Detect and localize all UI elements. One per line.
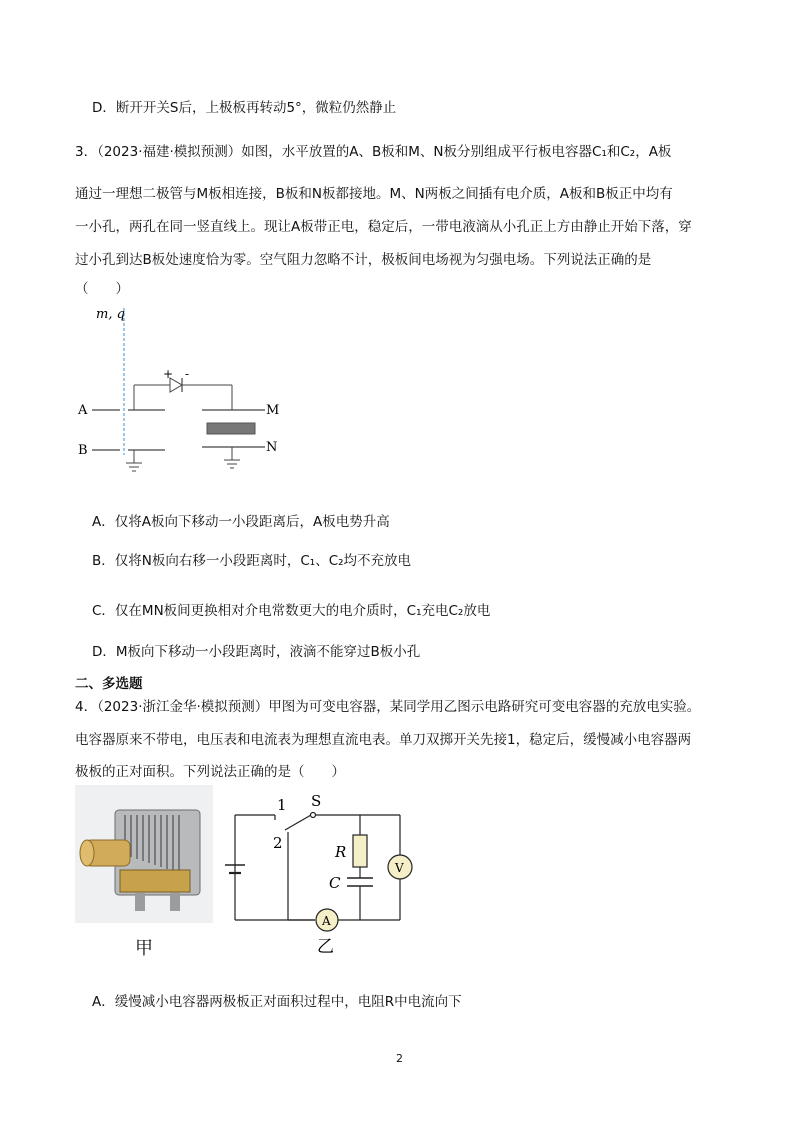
q3-stem-line4: 过小孔到达B板处速度恰为零。空气阻力忽略不计，极板间电场视为匀强电场。下列说法正确的是 — [75, 252, 652, 268]
label-s: S — [311, 792, 322, 810]
ammeter-label: A — [322, 914, 331, 928]
q3-circuit-figure — [70, 300, 300, 480]
q3-stem-line3: 一小孔，两孔在同一竖直线上。现让A板带正电，稳定后，一带电液滴从小孔正上方由静止开始下落，穿 — [75, 219, 692, 235]
label-2: 2 — [273, 834, 283, 852]
q3-option-d: D．M板向下移动一小段距离时，液滴不能穿过B板小孔 — [92, 644, 421, 660]
q3-stem-line2: 通过一理想二极管与M板相连接，B板和N板都接地。M、N两板之间插有电介质，A板和B板正中均有 — [75, 186, 673, 202]
resistor-r — [353, 835, 367, 867]
variable-capacitor-photo — [75, 785, 213, 923]
label-mq: m, q — [96, 307, 125, 322]
q3-stem-bracket: （ ） — [75, 281, 129, 297]
q4-stem-line3: 极板的正对面积。下列说法正确的是（ ） — [75, 764, 345, 780]
label-c: C — [329, 874, 341, 892]
voltmeter-label: V — [395, 861, 404, 875]
page-number: 2 — [396, 1052, 403, 1065]
caption-yi: 乙 — [317, 937, 334, 957]
q2-option-d: D．断开开关S后，上极板再转动5°，微粒仍然静止 — [92, 100, 397, 116]
q3-option-a: A．仅将A板向下移动一小段距离后，A板电势升高 — [92, 514, 390, 530]
label-b: B — [78, 443, 88, 458]
caption-jia: 甲 — [135, 938, 153, 959]
capacitor-base — [120, 870, 190, 892]
q4-stem-line1: 4．（2023·浙江金华·模拟预测）甲图为可变电容器，某同学用乙图示电路研究可变电容器的充放电实验。 — [75, 699, 701, 715]
label-minus: - — [185, 367, 190, 381]
section-title: 二、多选题 — [75, 676, 143, 692]
switch-pivot — [311, 813, 316, 818]
q4-option-a: A．缓慢减小电容器两极板正对面积过程中，电阻R中电流向下 — [92, 994, 462, 1010]
q3-option-c: C．仅在MN板间更换相对介电常数更大的电介质时，C₁充电C₂放电 — [92, 603, 491, 619]
label-n: N — [266, 440, 278, 455]
q3-option-b: B．仅将N板向右移一小段距离时，C₁、C₂均不充放电 — [92, 553, 412, 569]
q4-stem-line2: 电容器原来不带电，电压表和电流表为理想直流电表。单刀双掷开关先接1，稳定后，缓慢减小电容器两 — [75, 732, 692, 748]
label-1: 1 — [277, 796, 287, 814]
q3-stem-line1: 3．（2023·福建·模拟预测）如图，水平放置的A、B板和M、N板分别组成平行板电容器C₁和C₂，A板 — [75, 144, 672, 160]
dielectric-slab — [207, 423, 255, 434]
label-r: R — [335, 843, 347, 861]
q4-circuit-figure — [225, 790, 425, 960]
switch-blade — [285, 815, 311, 830]
label-plus: + — [163, 367, 174, 381]
label-a: A — [78, 403, 88, 418]
label-m: M — [266, 403, 280, 418]
